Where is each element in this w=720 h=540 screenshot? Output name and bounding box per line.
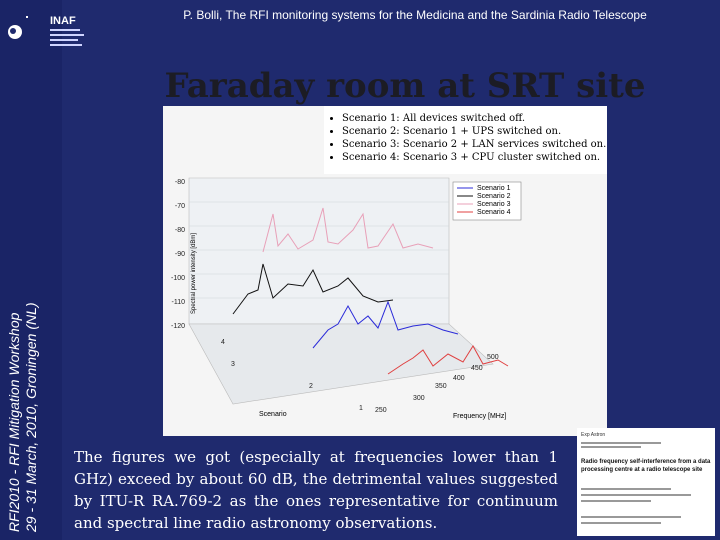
paper-thumbnail	[577, 428, 715, 536]
y-tick-label: -70	[174, 203, 185, 210]
scenario-list	[324, 106, 607, 174]
z-tick-label: 3	[231, 361, 235, 368]
legend-label: Scenario 2	[477, 193, 511, 200]
x-tick-label: 400	[453, 375, 465, 382]
y-tick-label: -90	[174, 251, 185, 258]
x-axis-label: Frequency [MHz]	[453, 413, 507, 420]
paper-title: Radio frequency self-interference from a data processing centre at a radio telescope site	[581, 459, 711, 473]
x-tick-label: 450	[471, 365, 483, 372]
z-tick-label: 1	[359, 405, 363, 412]
y-tick-label: -100	[170, 275, 185, 282]
caption-text: The figures we got (especially at frequencies lower than 1 GHz) exceed by about 60 dB, the detrimental values suggested by ITU-R RA.769-2 as the ones representative for continuum and spectral line radio astronomy observations.	[74, 448, 558, 532]
workshop-date: 29 - 31 March, 2010, Groningen (NL)	[23, 302, 39, 532]
y-tick-label: -80	[174, 179, 185, 186]
scenario-item: • Scenario 2: Scenario 1 + UPS switched on.	[342, 125, 607, 138]
x-tick-label: 250	[375, 407, 387, 414]
x-tick-label: 300	[413, 395, 425, 402]
legend-label: Scenario 1	[477, 185, 511, 192]
header-text: P. Bolli, The RFI monitoring systems for the Medicina and the Sardinia Radio Telescope	[183, 8, 647, 22]
y-tick-label: -120	[170, 323, 185, 330]
scenario-item: • Scenario 4: Scenario 3 + CPU cluster switched on.	[342, 151, 607, 164]
legend-label: Scenario 3	[477, 201, 511, 208]
z-tick-label: 2	[309, 383, 313, 390]
paper-header: Exp Astron	[581, 432, 606, 438]
z-tick-label: 4	[221, 339, 225, 346]
x-tick-label: 500	[487, 354, 499, 361]
logo-text: INAF	[50, 15, 76, 27]
scenario-item: • Scenario 3: Scenario 2 + LAN services switched on.	[342, 138, 607, 151]
legend-label: Scenario 4	[477, 209, 511, 216]
x-tick-label: 350	[435, 383, 447, 390]
y-tick-label: -110	[171, 299, 185, 306]
sidebar-text	[2, 0, 58, 540]
spectrum-plot	[163, 174, 607, 436]
y-tick-label: -80	[174, 227, 185, 234]
z-axis-label: Scenario	[259, 411, 287, 418]
scenario-item: • Scenario 1: All devices switched off.	[342, 112, 607, 125]
y-axis-label: Spectral power intensity [dBm]	[191, 232, 197, 314]
workshop-name: RFI2010 - RFI Mitigation Workshop	[6, 312, 22, 532]
legend	[453, 182, 521, 220]
slide-title: Faraday room at SRT site	[164, 66, 646, 106]
